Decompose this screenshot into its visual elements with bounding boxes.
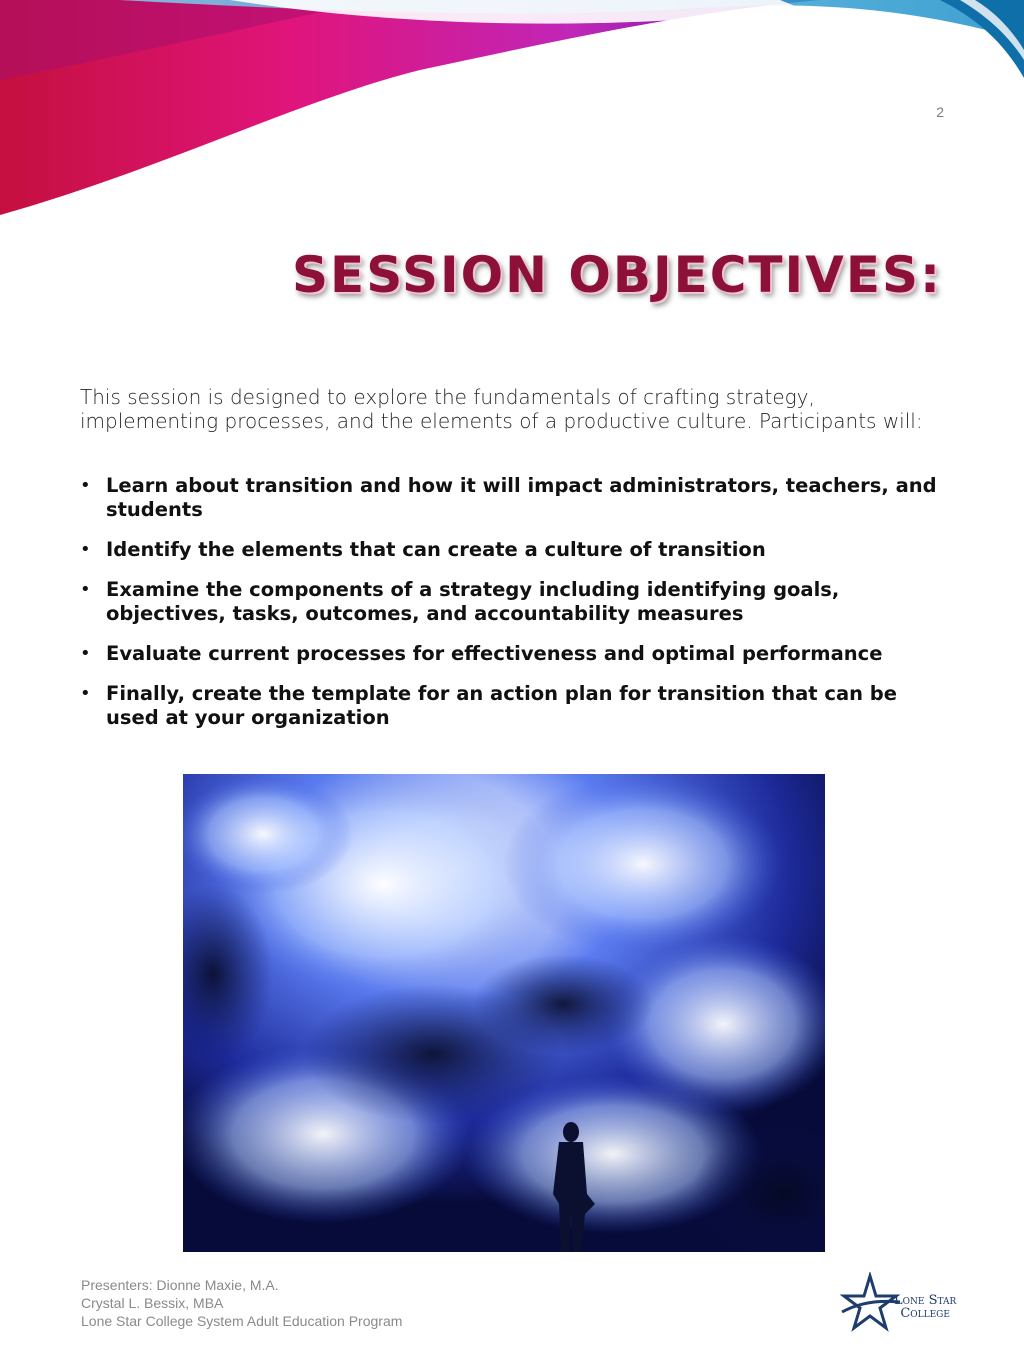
footer-line: Crystal L. Bessix, MBA xyxy=(81,1295,224,1311)
footer-line: Presenters: Dionne Maxie, M.A. xyxy=(81,1277,279,1293)
objective-text: Learn about transition and how it will impact administrators, teachers, and students xyxy=(106,474,937,521)
list-item xyxy=(80,682,950,730)
objective-text: Examine the components of a strategy including identifying goals, objectives, tasks, outcomes, and accountability measures xyxy=(106,578,840,625)
star-icon xyxy=(840,1272,900,1336)
footer-line: Lone Star College System Adult Education Program xyxy=(81,1313,403,1329)
logo-line: Lone Star xyxy=(894,1293,957,1308)
objective-text: Evaluate current processes for effectiveness and optimal performance xyxy=(106,642,883,665)
bullet-icon: • xyxy=(80,683,91,704)
header-swoosh-decoration xyxy=(0,0,1024,230)
objectives-list xyxy=(80,474,950,746)
bullet-icon: • xyxy=(80,643,91,664)
list-item xyxy=(80,538,950,562)
list-item xyxy=(80,642,950,666)
intro-paragraph: This session is designed to explore the fundamentals of crafting strategy, implementing processes, and the elements of a productive culture. Participants will: xyxy=(80,385,923,433)
sky-illustration xyxy=(183,774,825,1252)
bullet-icon: • xyxy=(80,539,91,560)
bullet-icon: • xyxy=(80,579,91,600)
lone-star-college-logo xyxy=(840,1272,970,1336)
logo-line: College xyxy=(900,1306,950,1321)
bullet-icon: • xyxy=(80,475,91,496)
page-number: 2 xyxy=(936,104,944,120)
slide-title: SESSION OBJECTIVES: xyxy=(292,246,942,304)
presenter-footer xyxy=(81,1276,402,1330)
list-item xyxy=(80,474,950,522)
objective-text: Identify the elements that can create a culture of transition xyxy=(106,538,766,561)
list-item xyxy=(80,578,950,626)
objective-text: Finally, create the template for an action plan for transition that can be used at your organization xyxy=(106,682,897,729)
